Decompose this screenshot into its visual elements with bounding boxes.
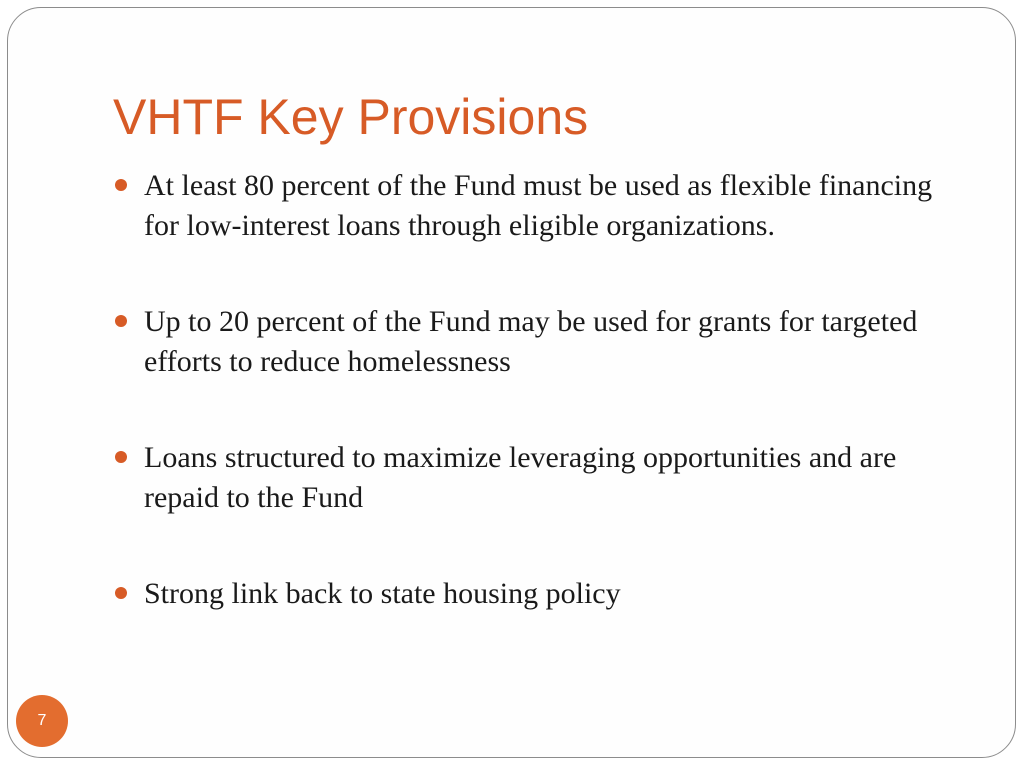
bullet-dot-icon — [115, 451, 127, 463]
bullet-text: Up to 20 percent of the Fund may be used for grants for targeted efforts to reduce homelessness — [144, 305, 918, 378]
list-item — [115, 302, 955, 382]
list-item — [115, 574, 955, 614]
bullet-dot-icon — [115, 315, 127, 327]
bullet-dot-icon — [115, 587, 127, 599]
bullet-text: Loans structured to maximize leveraging opportunities and are repaid to the Fund — [144, 441, 897, 514]
bullet-dot-icon — [115, 179, 127, 191]
bullet-text: Strong link back to state housing policy — [144, 577, 621, 610]
bullet-list — [115, 166, 955, 614]
list-item — [115, 438, 955, 518]
slide-number-badge: 7 — [16, 695, 68, 747]
bullet-text: At least 80 percent of the Fund must be used as flexible financing for low-interest loans through eligible organizations. — [144, 169, 933, 242]
list-item — [115, 166, 955, 246]
slide-title: VHTF Key Provisions — [113, 89, 589, 145]
